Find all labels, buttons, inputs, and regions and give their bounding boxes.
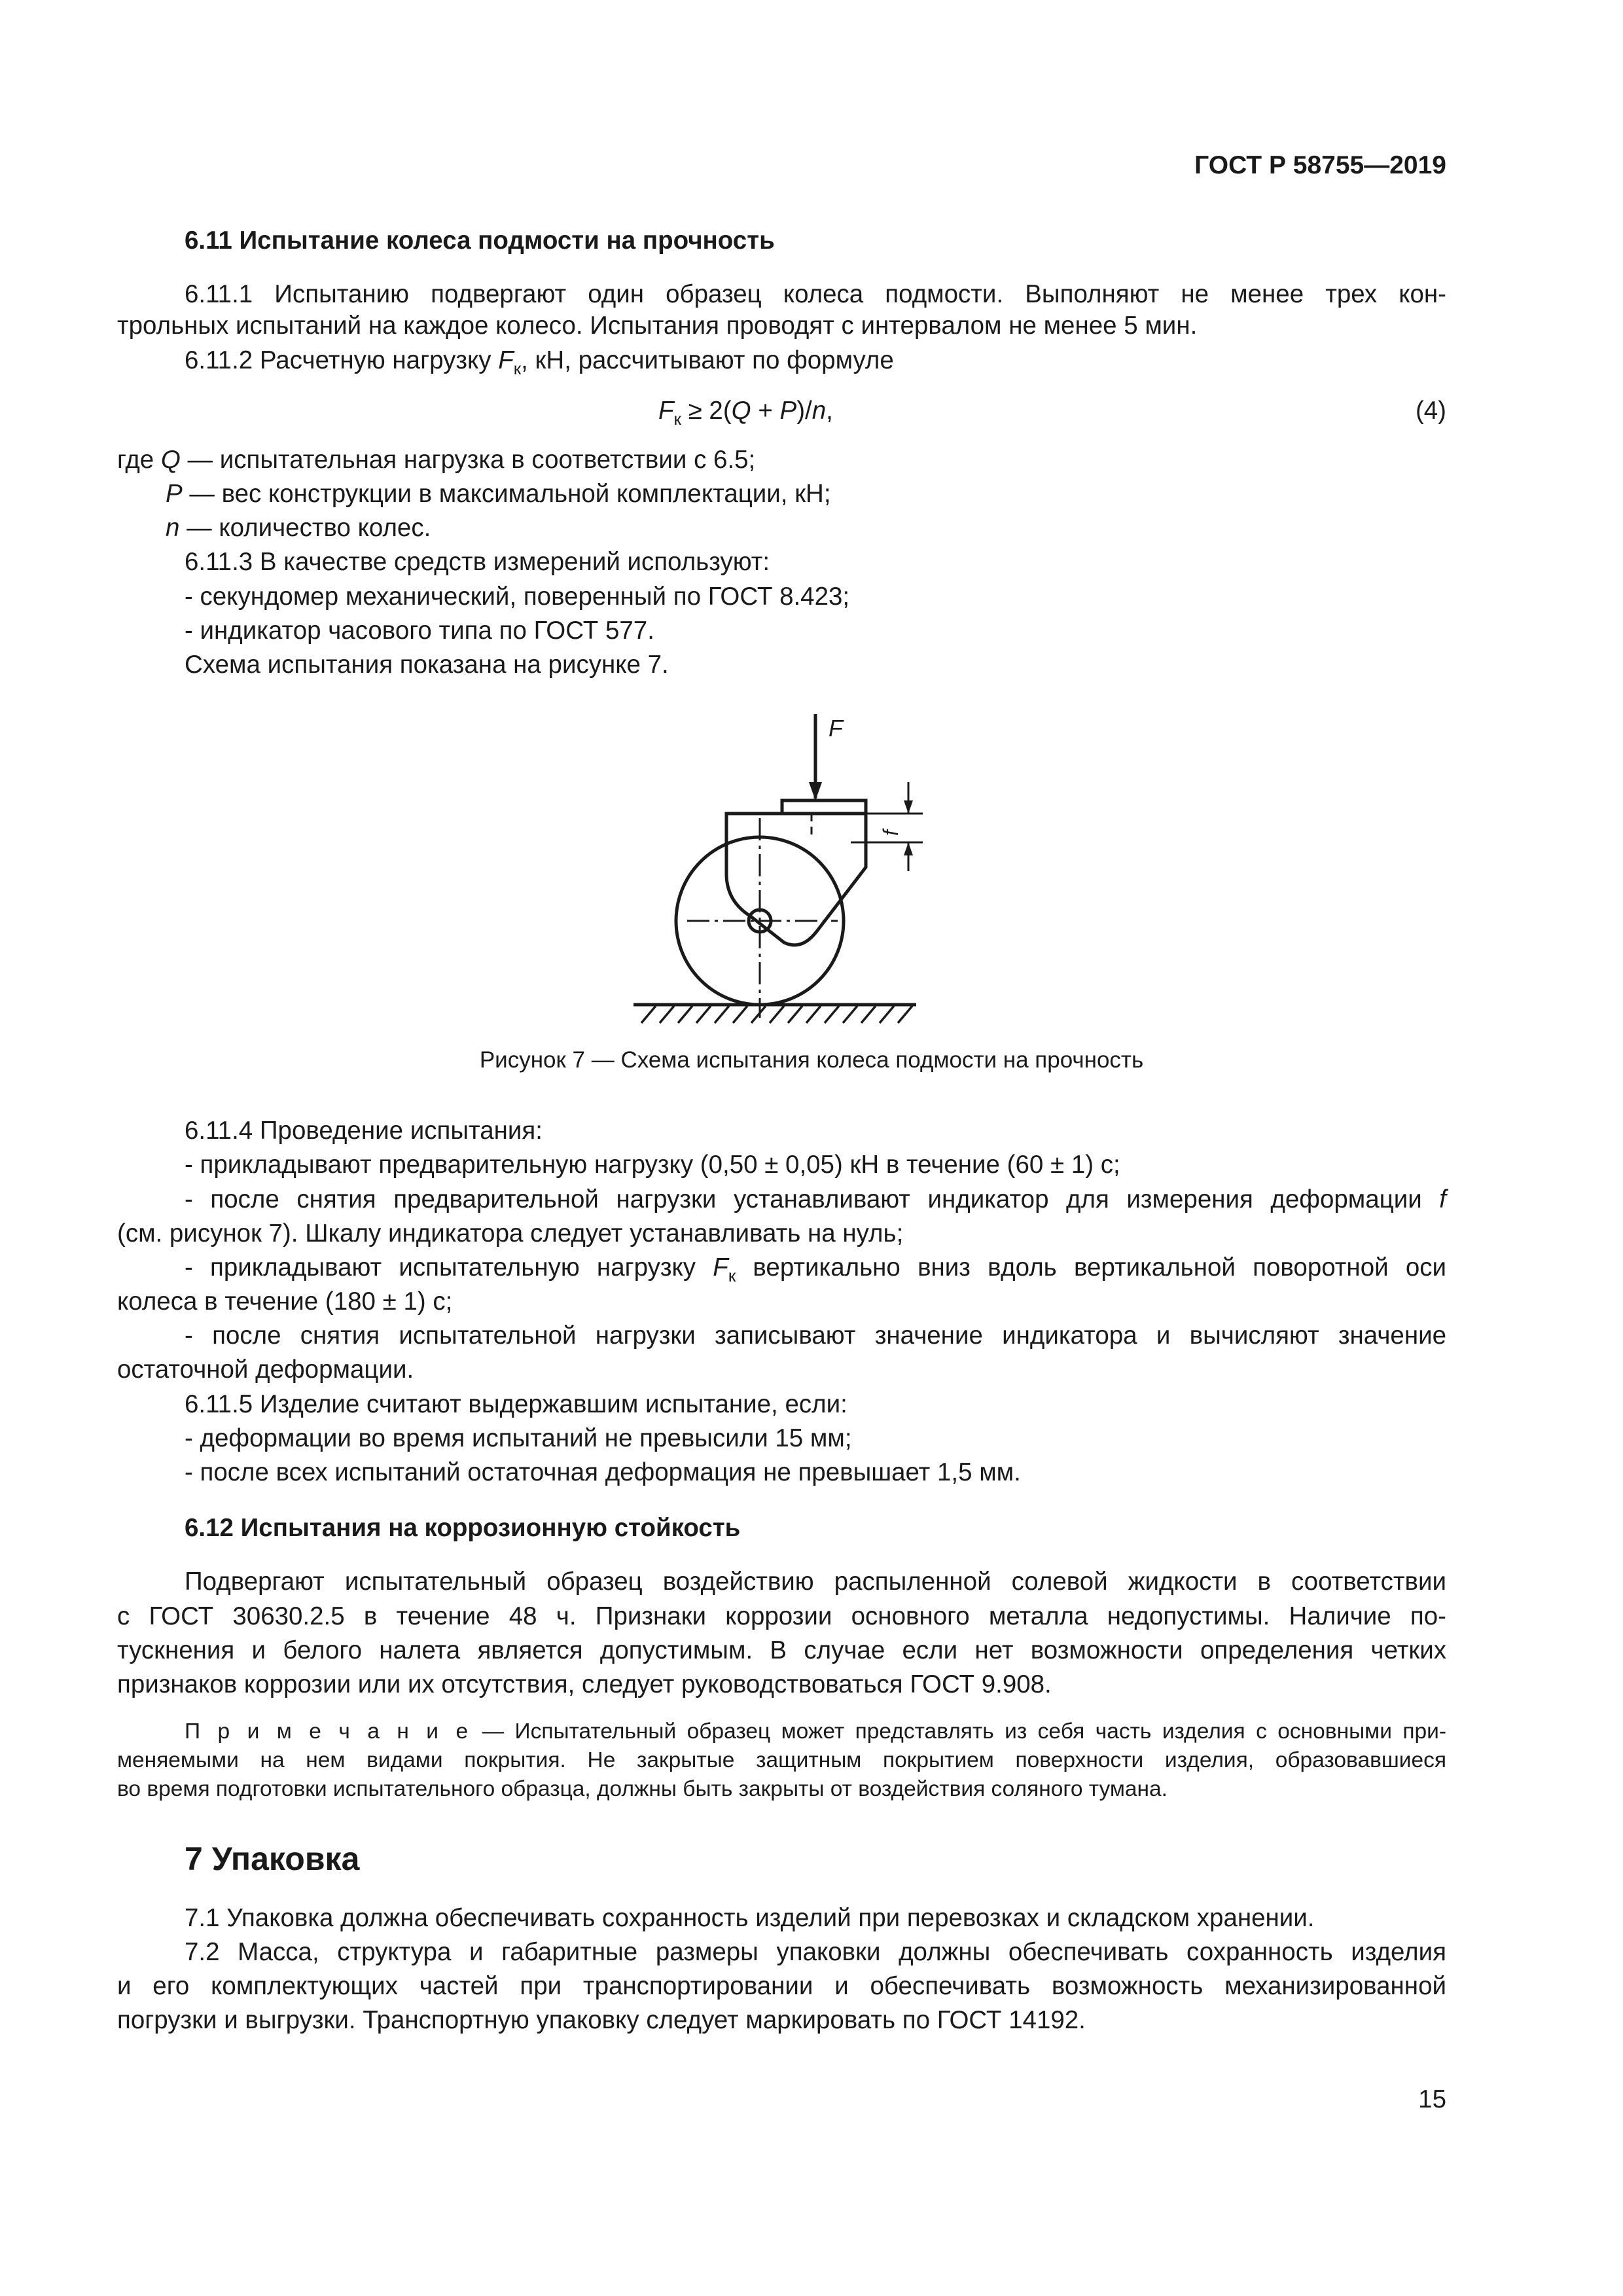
where-var-n: n (166, 514, 180, 542)
note-text: — Испытательный образец может представлять из себя часть изделия с основными при- (471, 1719, 1447, 1744)
item-c-after: вертикально вниз вдоль вертикальной поворотной оси (736, 1253, 1447, 1282)
paragraph-6-12-line3: тускнения и белого налета является допустимым. В случае если нет возможности определения четких (117, 1636, 1446, 1664)
paragraph-7-2-line1: 7.2 Масса, структура и габаритные размеры упаковки должны обеспечивать сохранность изделия (185, 1938, 1446, 1966)
formula-sub: к (673, 409, 681, 429)
paragraph-6-11-1-line1: 6.11.1 Испытанию подвергают один образец колеса подмости. Выполняют не менее трех кон- (185, 280, 1446, 308)
where-n (166, 512, 431, 545)
paragraph-6-12-line2: с ГОСТ 30630.2.5 в течение 48 ч. Признаки коррозии основного металла недопустимы. Наличие по- (117, 1602, 1446, 1630)
figure-7-wheel-scheme (615, 697, 955, 1031)
list-item: - после всех испытаний остаточная деформация не превышает 1,5 мм. (185, 1458, 1021, 1486)
paragraph-6-11-4: 6.11.4 Проведение испытания: (185, 1117, 543, 1145)
var-f: F (498, 346, 514, 374)
where-q (117, 444, 755, 476)
paragraph-7-1: 7.1 Упаковка должна обеспечивать сохранность изделий при перевозках и складском хранении. (185, 1904, 1315, 1932)
item-b-text: - после снятия предварительной нагрузки устанавливают индикатор для измерения деформации (185, 1185, 1440, 1213)
paragraph-6-11-3: 6.11.3 В качестве средств измерений используют: (185, 548, 770, 576)
formula-number: (4) (1415, 397, 1446, 425)
formula-q: Q (731, 397, 751, 425)
list-item-continuation: колеса в течение (180 ± 1) с; (117, 1287, 453, 1316)
where-p (166, 478, 831, 511)
list-item (185, 1183, 1446, 1216)
paragraph-6-11-5: 6.11.5 Изделие считают выдержавшим испытание, если: (185, 1390, 847, 1418)
list-item: - секундомер механический, поверенный по ГОСТ 8.423; (185, 583, 850, 611)
section-7-title: 7 Упаковка (185, 1840, 360, 1877)
note-line2: меняемыми на нем видами покрытия. Не закрытые защитным покрытием поверхности изделия, образовавшиеся (117, 1748, 1446, 1772)
formula-p: P (779, 397, 797, 425)
paragraph-6-11-1-line2: трольных испытаний на каждое колесо. Испытания проводят с интервалом не менее 5 мин. (117, 312, 1198, 340)
formula (658, 395, 833, 435)
where-text-n: — количество колес. (179, 514, 431, 542)
list-item: - после снятия испытательной нагрузки записывают значение индикатора и вычисляют значение (185, 1321, 1446, 1350)
where-var-p: P (166, 480, 183, 508)
paragraph-6-12-line1: Подвергают испытательный образец воздействию распыленной солевой жидкости в соответствии (185, 1568, 1446, 1596)
page-number: 15 (1418, 2085, 1446, 2113)
force-label: F (829, 715, 843, 742)
list-item: - индикатор часового типа по ГОСТ 577. (185, 617, 654, 645)
paragraph-6-12-line4: признаков коррозии или их отсутствия, следует руководствоваться ГОСТ 9.908. (117, 1670, 1052, 1698)
standard-id: ГОСТ Р 58755—2019 (1194, 151, 1446, 179)
item-b-var: f (1439, 1185, 1446, 1213)
note-line3: во время подготовки испытательного образца, должны быть закрыты от воздействия соляного тумана. (117, 1777, 1168, 1801)
formula-op: ≥ 2( (681, 397, 732, 425)
where-var-q: Q (160, 446, 181, 474)
formula-n: n (812, 397, 827, 425)
scheme-reference: Схема испытания показана на рисунке 7. (185, 651, 669, 679)
p2-before: 6.11.2 Расчетную нагрузку (185, 346, 499, 374)
note-line1 (185, 1717, 1446, 1746)
where-text-p: — вес конструкции в максимальной комплектации, кН; (182, 480, 831, 508)
paragraph-7-2-line2: и его комплектующих частей при транспортировании и обеспечивать возможность механизированной (117, 1972, 1446, 2000)
section-6-12-title: 6.12 Испытания на коррозионную стойкость (185, 1514, 741, 1542)
item-c-sub: к (728, 1266, 736, 1285)
force-arrowhead (809, 782, 822, 800)
formula-plus: + (751, 397, 780, 425)
sub-k: к (513, 359, 522, 378)
list-item-continuation: остаточной деформации. (117, 1355, 414, 1384)
paragraph-7-2-line3: погрузки и выгрузки. Транспортную упаковку следует маркировать по ГОСТ 14192. (117, 2006, 1086, 2034)
formula-f: F (658, 397, 674, 425)
formula-end: , (826, 397, 833, 425)
load-plate (782, 800, 866, 814)
list-item: - прикладывают предварительную нагрузку (0,50 ± 0,05) кН в течение (60 ± 1) с; (185, 1151, 1120, 1179)
section-6-11-title: 6.11 Испытание колеса подмости на прочность (185, 226, 775, 255)
where-lead: где (117, 446, 161, 474)
where-text-q: — испытательная нагрузка в соответствии с 6.5; (180, 446, 756, 474)
list-item-continuation: (см. рисунок 7). Шкалу индикатора следует устанавливать на нуль; (117, 1219, 904, 1247)
paragraph-6-11-2 (185, 344, 894, 385)
formula-div: )/ (796, 397, 812, 425)
list-item: - деформации во время испытаний не превысили 15 мм; (185, 1424, 852, 1452)
deformation-label: f (879, 830, 902, 836)
item-c-var: F (713, 1253, 728, 1282)
note-label: П р и м е ч а н и е (185, 1719, 472, 1744)
p2-after: , кН, рассчитывают по формуле (521, 346, 894, 374)
item-c-before: - прикладывают испытательную нагрузку (185, 1253, 713, 1282)
figure-caption: Рисунок 7 — Схема испытания колеса подмости на прочность (479, 1047, 1144, 1073)
